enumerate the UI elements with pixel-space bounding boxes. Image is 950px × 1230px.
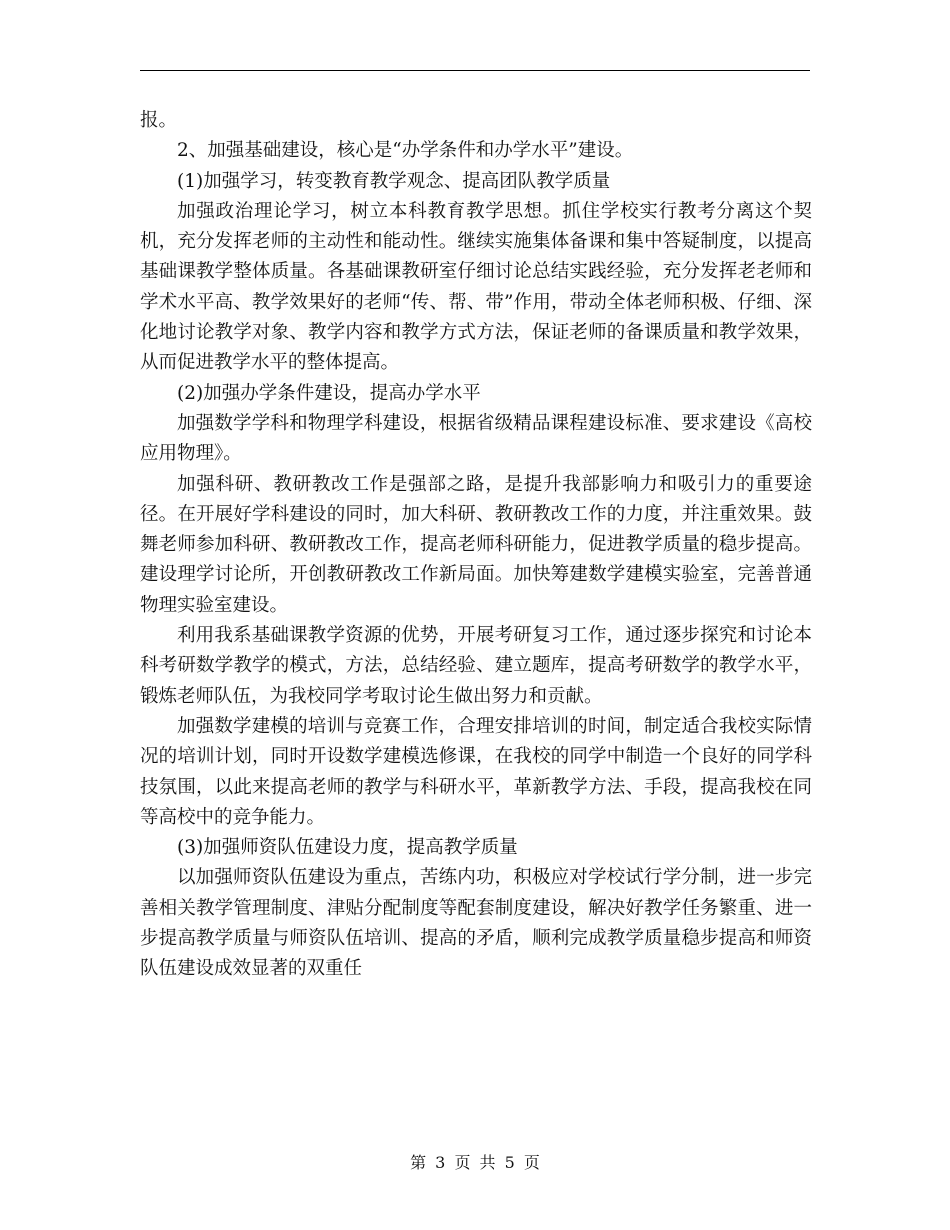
paragraph: 加强政治理论学习，树立本科教育教学思想。抓住学校实行教考分离这个契机，充分发挥老师的主动性和能动性。继续实施集体备课和集中答疑制度，以提高基础课教学整体质量。各基础课教研室仔细讨论总结实践经验，充分发挥老老师和学术水平高、教学效果好的老师“传、帮、带”作用，带动全体老师积极、仔细、深化地讨论教学对象、教学内容和教学方式方法，保证老师的备课质量和教学效果，从而促进教学水平的整体提高。: [140, 200, 812, 374]
subsection-heading: (1)加强学习，转变教育教学观念、提高团队教学质量: [177, 170, 611, 192]
subsection-heading: (3)加强师资队伍建设力度，提高教学质量: [177, 837, 518, 859]
subsection-heading: (2)加强办学条件建设，提高办学水平: [177, 382, 481, 404]
paragraph-continuation: 报。: [140, 110, 178, 131]
paragraph: 利用我系基础课教学资源的优势，开展考研复习工作，通过逐步探究和讨论本科考研数学教学的模式，方法，总结经验、建立题库，提高考研数学的教学水平，锻炼老师队伍，为我校同学考取讨论生做出努力和贡献。: [140, 625, 812, 707]
header-rule: [140, 70, 810, 71]
section-heading: 2、加强基础建设，核心是“办学条件和办学水平”建设。: [177, 140, 634, 162]
paragraph: 以加强师资队伍建设为重点，苦练内功，积极应对学校试行学分制，进一步完善相关教学管理制度、津贴分配制度等配套制度建设，解决好教学任务繁重、进一步提高教学质量与师资队伍培训、提高的矛盾，顺利完成教学质量稳步提高和师资队伍建设成效显著的双重任: [140, 867, 812, 980]
document-body: [140, 106, 812, 985]
paragraph: 加强数学建模的培训与竞赛工作，合理安排培训的时间，制定适合我校实际情况的培训计划，同时开设数学建模选修课，在我校的同学中制造一个良好的同学科技氛围，以此来提高老师的教学与科研水平，革新教学方法、手段，提高我校在同等高校中的竞争能力。: [140, 715, 812, 828]
paragraph: 加强数学学科和物理学科建设，根据省级精品课程建设标准、要求建设《高校应用物理》。: [140, 412, 812, 465]
page-footer: 第 3 页 共 5 页: [410, 1153, 540, 1172]
paragraph: 加强科研、教研教改工作是强部之路，是提升我部影响力和吸引力的重要途径。在开展好学科建设的同时，加大科研、教研教改工作的力度，并注重效果。鼓舞老师参加科研、教研教改工作，提高老师科研能力，促进教学质量的稳步提高。建设理学讨论所，开创教研教改工作新局面。加快筹建数学建模实验室，完善普通物理实验室建设。: [140, 473, 812, 616]
